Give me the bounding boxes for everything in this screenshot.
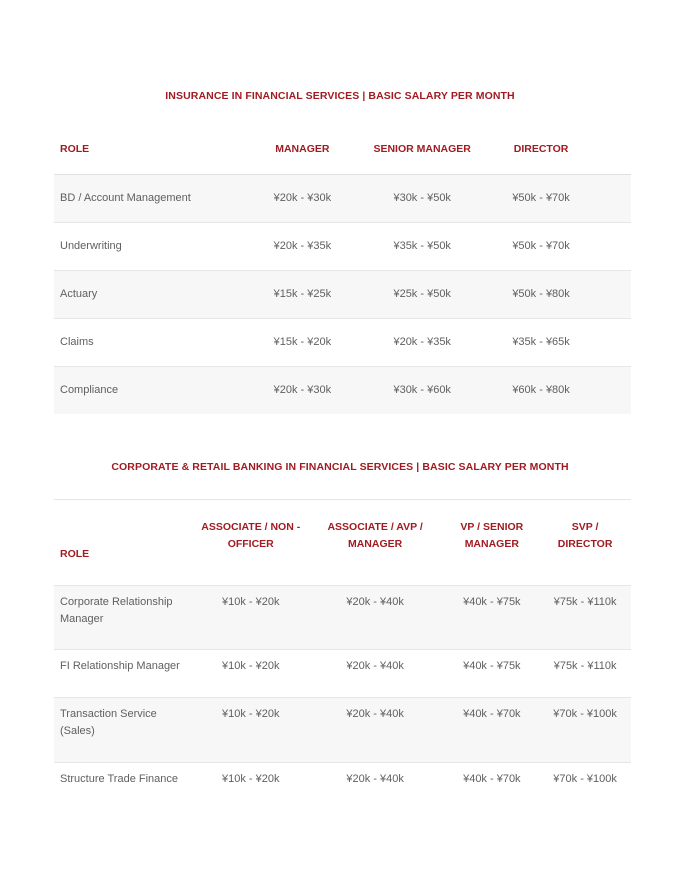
salary-text: ¥10k - ¥20k — [221, 660, 280, 672]
role-cell: BD / Account Management — [54, 175, 253, 223]
role-cell — [54, 698, 196, 763]
salary-cell — [539, 650, 631, 698]
column-header-senior-manager: SENIOR MANAGER — [373, 142, 471, 155]
role-cell — [54, 650, 196, 698]
salary-cell — [306, 586, 445, 650]
salary-text: ¥40k - ¥75k — [463, 660, 521, 672]
header-line: MANAGER — [464, 537, 519, 550]
column-header-manager: MANAGER — [275, 142, 330, 155]
insurance-table-title: INSURANCE IN FINANCIAL SERVICES | BASIC SALARY PER MONTH — [165, 90, 515, 102]
role-cell: Actuary — [54, 271, 253, 319]
column-header-director: DIRECTOR — [513, 142, 569, 155]
salary-cell: ¥20k - ¥30k — [253, 367, 352, 415]
header-line: OFFICER — [227, 537, 274, 550]
role-cell — [54, 586, 196, 650]
header-line: SVP / — [571, 520, 599, 533]
salary-text: ¥20k - ¥40k — [346, 596, 404, 608]
table-row — [54, 175, 631, 223]
role-text-block — [60, 763, 196, 788]
salary-cell — [306, 698, 445, 763]
header-line: ASSOCIATE / AVP / — [327, 520, 423, 533]
table-row — [54, 319, 631, 367]
salary-cell: ¥25k - ¥50k — [352, 271, 492, 319]
spacer-cell — [590, 271, 631, 319]
salary-cell — [444, 650, 539, 698]
role-text-block — [60, 650, 196, 675]
header-line: ASSOCIATE / NON - — [201, 520, 301, 533]
role-text-block — [60, 698, 196, 740]
salary-text: ¥20k - ¥40k — [346, 660, 404, 672]
salary-cell: ¥20k - ¥30k — [253, 175, 352, 223]
salary-text: ¥40k - ¥70k — [463, 708, 521, 720]
salary-cell — [306, 650, 445, 698]
column-header-role: ROLE — [60, 548, 90, 560]
salary-text: ¥20k - ¥40k — [346, 773, 404, 785]
role-line: Corporate Relationship — [60, 596, 173, 608]
role-cell: Claims — [54, 319, 253, 367]
salary-cell: ¥30k - ¥60k — [352, 367, 492, 415]
spacer-cell — [590, 175, 631, 223]
salary-cell: ¥50k - ¥70k — [492, 223, 589, 271]
salary-cell — [539, 698, 631, 763]
salary-cell: ¥30k - ¥50k — [352, 175, 492, 223]
banking-table-title: CORPORATE & RETAIL BANKING IN FINANCIAL SERVICES | BASIC SALARY PER MONTH — [111, 461, 569, 473]
spacer-cell — [590, 319, 631, 367]
salary-text: ¥70k - ¥100k — [553, 708, 617, 720]
salary-cell: ¥35k - ¥50k — [352, 223, 492, 271]
salary-text: ¥40k - ¥70k — [463, 773, 521, 785]
banking-salary-table — [54, 499, 631, 793]
table-row — [54, 271, 631, 319]
role-cell: Underwriting — [54, 223, 253, 271]
role-line: Structure Trade Finance — [60, 773, 179, 785]
spacer-cell — [590, 223, 631, 271]
table-row — [54, 586, 631, 650]
salary-cell — [444, 763, 539, 794]
salary-cell: ¥50k - ¥70k — [492, 175, 589, 223]
salary-cell — [196, 763, 306, 794]
role-line: Manager — [60, 613, 104, 625]
column-header-associate-non-officer — [196, 500, 306, 586]
salary-cell — [196, 698, 306, 763]
header-line: MANAGER — [347, 537, 403, 550]
role-line: FI Relationship Manager — [60, 660, 180, 672]
salary-cell: ¥35k - ¥65k — [492, 319, 589, 367]
salary-cell: ¥20k - ¥35k — [253, 223, 352, 271]
salary-text: ¥10k - ¥20k — [221, 773, 280, 785]
table-row — [54, 763, 631, 794]
role-cell — [54, 763, 196, 794]
salary-text: ¥40k - ¥75k — [463, 596, 521, 608]
salary-cell: ¥60k - ¥80k — [492, 367, 589, 415]
salary-text: ¥10k - ¥20k — [221, 708, 280, 720]
salary-cell — [444, 586, 539, 650]
salary-text: ¥10k - ¥20k — [221, 596, 280, 608]
salary-cell: ¥15k - ¥25k — [253, 271, 352, 319]
column-spacer — [590, 124, 631, 175]
table-header-row — [54, 500, 631, 586]
table-header-row — [54, 124, 631, 175]
salary-cell — [196, 586, 306, 650]
salary-text: ¥75k - ¥110k — [553, 596, 617, 608]
salary-text: ¥70k - ¥100k — [553, 773, 617, 785]
role-text-block — [60, 586, 196, 628]
table-row — [54, 367, 631, 415]
column-header-svp-director — [539, 500, 631, 586]
salary-cell — [196, 650, 306, 698]
salary-text: ¥20k - ¥40k — [346, 708, 404, 720]
salary-cell: ¥20k - ¥35k — [352, 319, 492, 367]
salary-cell: ¥50k - ¥80k — [492, 271, 589, 319]
table-row — [54, 650, 631, 698]
salary-cell — [444, 698, 539, 763]
spacer-cell — [590, 367, 631, 415]
role-line: Transaction Service — [60, 708, 157, 720]
role-cell: Compliance — [54, 367, 253, 415]
header-line: DIRECTOR — [557, 537, 613, 550]
salary-cell — [539, 586, 631, 650]
column-header-associate-avp-manager — [306, 500, 445, 586]
salary-text: ¥75k - ¥110k — [553, 660, 617, 672]
table-row — [54, 223, 631, 271]
insurance-salary-table — [54, 124, 631, 414]
header-line: VP / SENIOR — [460, 520, 524, 533]
salary-cell — [539, 763, 631, 794]
salary-cell — [306, 763, 445, 794]
table-row — [54, 698, 631, 763]
salary-cell: ¥15k - ¥20k — [253, 319, 352, 367]
role-line: (Sales) — [60, 725, 95, 737]
column-header-role: ROLE — [60, 142, 90, 155]
column-header-vp-senior-manager — [444, 500, 539, 586]
